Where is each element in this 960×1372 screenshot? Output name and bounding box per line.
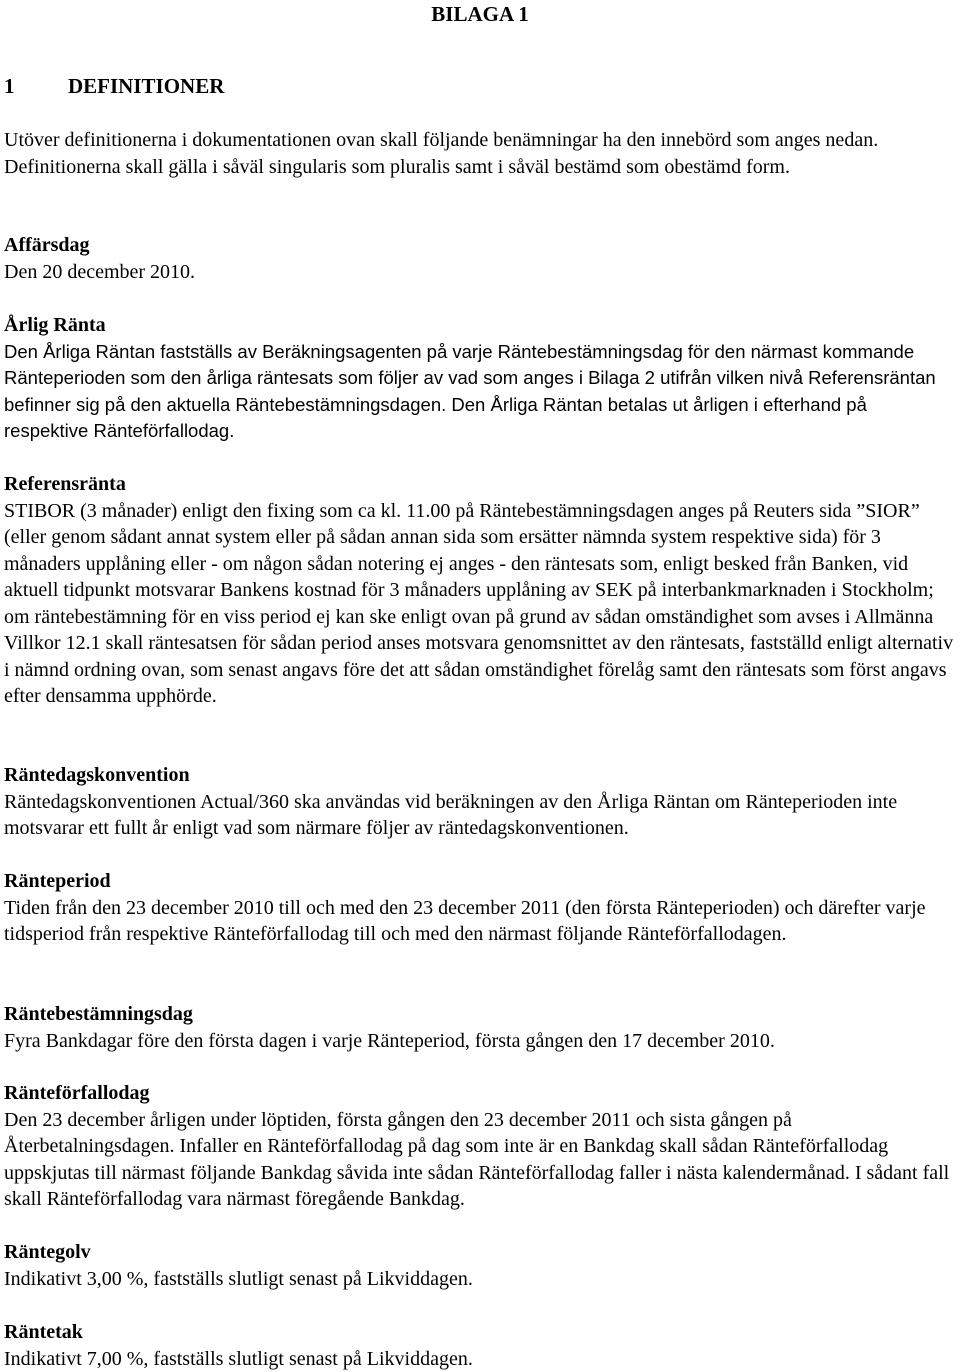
definition-text: Indikativt 3,00 %, fastställs slutligt senast på Likviddagen. [4, 1266, 954, 1293]
definition-term: Ränteperiod [4, 868, 954, 895]
definition-term: Räntebestämningsdag [4, 1001, 954, 1028]
definition-affarsdag [4, 232, 954, 285]
definition-text: Den 20 december 2010. [4, 259, 954, 286]
definition-text: Fyra Bankdagar före den första dagen i varje Ränteperiod, första gången den 17 december 2010. [4, 1028, 954, 1055]
definition-text: Indikativt 7,00 %, fastställs slutligt senast på Likviddagen. [4, 1346, 954, 1372]
definition-rantebestamningsdag [4, 1001, 954, 1054]
document-title: BILAGA 1 [0, 2, 960, 27]
definition-ranteforfallodag [4, 1080, 954, 1213]
definition-referensranta [4, 471, 954, 710]
definition-term: Referensränta [4, 471, 954, 498]
definition-term: Affärsdag [4, 232, 954, 259]
definition-text: Tiden från den 23 december 2010 till och med den 23 december 2011 (den första Ränteperioden) och därefter varje tidsperiod från respektive Ränteförfallodag till och med den närmast följande Ränteförfallodagen. [4, 895, 954, 948]
section-title: DEFINITIONER [68, 74, 224, 98]
intro-paragraph: Utöver definitionerna i dokumentationen ovan skall följande benämningar ha den innebörd som anges nedan. Definitionerna skall gälla i såväl singularis som pluralis samt i såväl bestämd som obestämd form. [4, 127, 954, 180]
definition-term: Räntetak [4, 1319, 954, 1346]
definition-rantegolv [4, 1239, 954, 1292]
definition-term: Räntegolv [4, 1239, 954, 1266]
definition-text: Räntedagskonventionen Actual/360 ska användas vid beräkningen av den Årliga Räntan om Ränteperioden inte motsvarar ett fullt år enligt vad som närmare följer av räntedagskonventionen. [4, 789, 954, 842]
definition-arlig-ranta [4, 312, 954, 445]
definition-term: Räntedagskonvention [4, 762, 954, 789]
section-heading [4, 74, 224, 99]
definition-text: Den 23 december årligen under löptiden, första gången den 23 december 2011 och sista gången på Återbetalningsdagen. Infaller en Ränteförfallodag på dag som inte är en Bankdag skall sådan Ränteförfallodag uppskjutas till närmast följande Bankdag såvida inte sådan Ränteförfallodag faller i nästa kalendermånad. I sådant fall skall Ränteförfallodag vara närmast föregående Bankdag. [4, 1107, 954, 1213]
definition-text: STIBOR (3 månader) enligt den fixing som ca kl. 11.00 på Räntebestämningsdagen anges på Reuters sida ”SIOR” (eller genom sådant annat system eller på sådan annan sida som ersätter nämnda system respektive sida) för 3 månaders upplåning eller - om någon sådan notering ej anges - den räntesats som, enligt besked från Banken, vid aktuell tidpunkt motsvarar Bankens kostnad för 3 månaders upplåning av SEK på interbankmarknaden i Stockholm; om räntebestämning för en viss period ej kan ske enligt ovan på grund av sådan omständighet som avses i Allmänna Villkor 12.1 skall räntesatsen för sådan period anses motsvara genomsnittet av den räntesats, fastställd enligt alternativ i nämnd ordning ovan, som senast angavs före det att sådan omständighet förelåg samt den räntesats som först angavs efter densamma upphörde. [4, 498, 954, 710]
section-number: 1 [4, 74, 68, 99]
definition-ranteperiod [4, 868, 954, 948]
definition-rantetak [4, 1319, 954, 1372]
definition-rantedagskonvention [4, 762, 954, 842]
definition-text: Den Årliga Räntan fastställs av Beräkningsagenten på varje Räntebestämningsdag för den närmast kommande Ränteperioden som den årliga räntesats som följer av vad som anges i Bilaga 2 utifrån vilken nivå Referensräntan befinner sig på den aktuella Räntebestämningsdagen. Den Årliga Räntan betalas ut årligen i efterhand på respektive Ränteförfallodag. [4, 339, 954, 445]
definition-term: Ränteförfallodag [4, 1080, 954, 1107]
definition-term: Årlig Ränta [4, 312, 954, 339]
